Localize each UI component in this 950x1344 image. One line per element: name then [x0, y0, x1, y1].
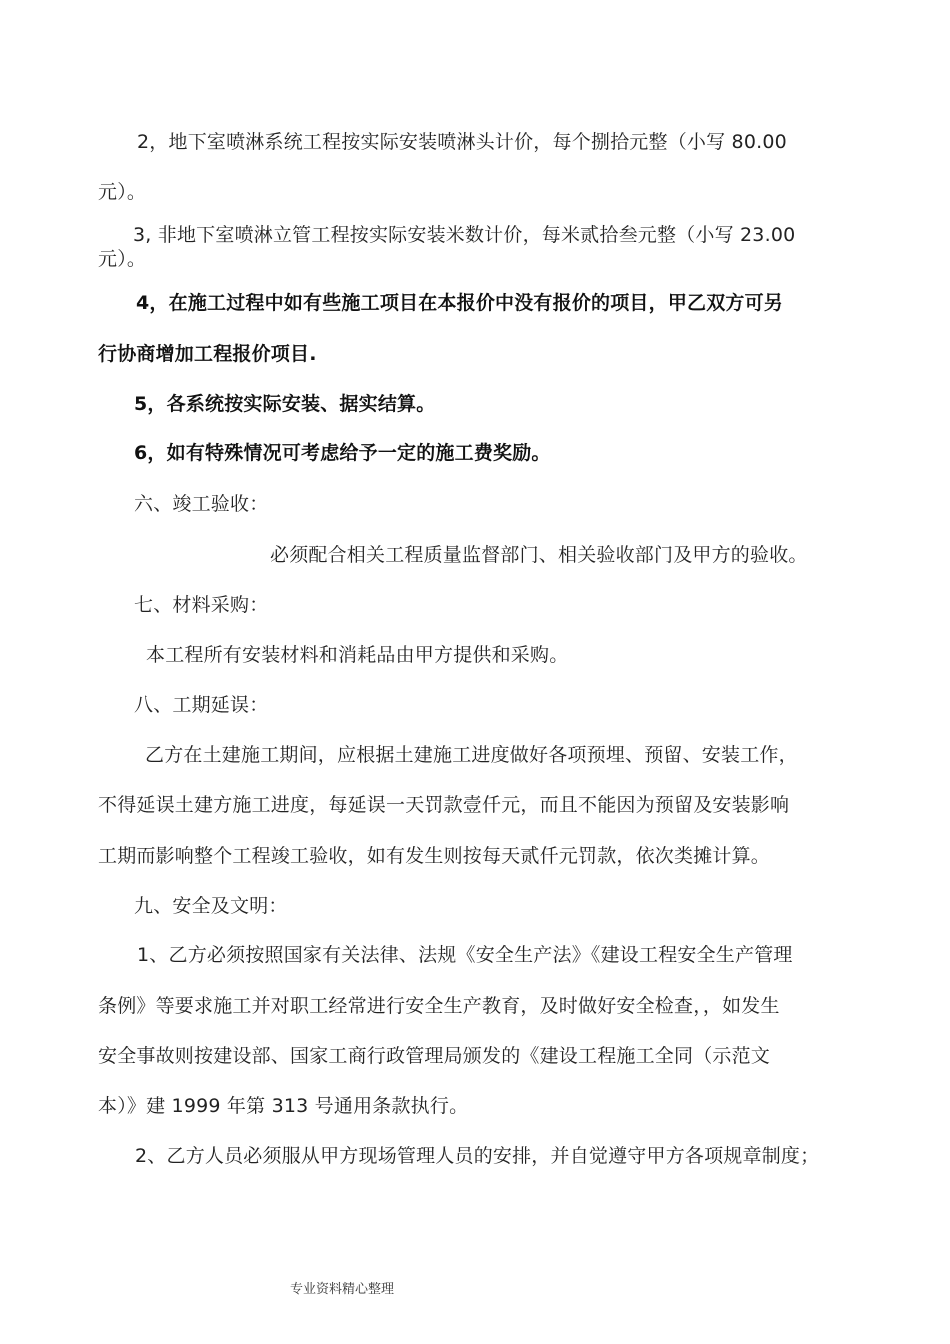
clause-6-incentive: 6，如有特殊情况可考虑给予一定的施工费奖励。 [134, 442, 551, 464]
section-9-item-1-line-2: 条例》等要求施工并对职工经常进行安全生产教育，及时做好安全检查，，如发生 [98, 995, 780, 1017]
section-7-heading: 七、材料采购： [134, 594, 269, 616]
section-9-item-1-line-3: 安全事故则按建设部、国家工商行政管理局颁发的《建设工程施工全同（示范文 [98, 1045, 771, 1067]
section-9-item-2: 2、乙方人员必须服从甲方现场管理人员的安排，并自觉遵守甲方各项规章制度； [135, 1145, 820, 1167]
clause-5-settlement: 5，各系统按实际安装、据实结算。 [134, 393, 436, 415]
clause-3-continuation: 元）。 [98, 248, 147, 270]
clause-2-continuation: 元）。 [98, 181, 147, 203]
section-8-body-line-2: 不得延误土建方施工进度，每延误一天罚款壹仟元，而且不能因为预留及安装影响 [98, 794, 790, 816]
section-6-heading: 六、竣工验收： [134, 493, 269, 515]
section-8-heading: 八、工期延误： [134, 694, 269, 716]
clause-2-sprinkler-basement: 2，地下室喷淋系统工程按实际安装喷淋头计价，每个捌拾元整（小写 80.00 [137, 131, 787, 153]
section-9-item-1-line-4: 本）》建 1999 年第 313 号通用条款执行。 [98, 1095, 469, 1117]
page-footer: 专业资料精心整理 [290, 1282, 395, 1297]
section-9-item-1-line-1: 1、乙方必须按照国家有关法律、法规《安全生产法》《建设工程安全生产管理 [137, 944, 793, 966]
clause-4-continuation: 行协商增加工程报价项目. [98, 343, 317, 365]
section-8-body-line-3: 工期而影响整个工程竣工验收，如有发生则按每天贰仟元罚款，依次类摊计算。 [98, 845, 771, 867]
section-9-heading: 九、安全及文明： [134, 895, 288, 917]
section-6-body: 必须配合相关工程质量监督部门、相关验收部门及甲方的验收。 [270, 544, 808, 566]
clause-4-unpriced-items: 4，在施工过程中如有些施工项目在本报价中没有报价的项目，甲乙双方可另 [136, 292, 784, 314]
section-8-body-line-1: 乙方在土建施工期间，应根据土建施工进度做好各项预埋、预留、安装工作， [145, 744, 798, 766]
section-7-body: 本工程所有安装材料和消耗品由甲方提供和采购。 [146, 644, 569, 666]
clause-3-sprinkler-riser: 3, 非地下室喷淋立管工程按实际安装米数计价，每米贰拾叁元整（小写 23.00 [133, 224, 796, 246]
